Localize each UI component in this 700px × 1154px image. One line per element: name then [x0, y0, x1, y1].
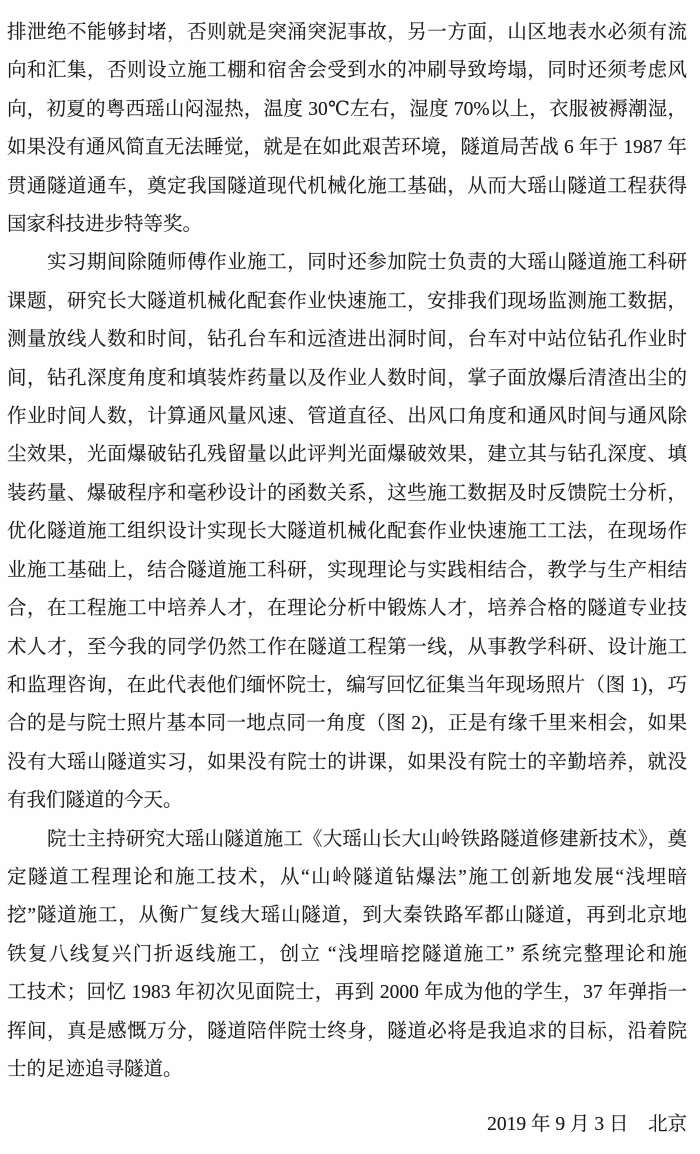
- text-line: 作业时间人数，计算通风量风速、管道直径、出风口角度和通风时间与通风除: [7, 406, 687, 428]
- text-line: 有我们隧道的今天。: [7, 790, 183, 812]
- text-line: 优化隧道施工组织设计实现长大隧道机械化配套作业快速施工工法，在现场作: [7, 521, 687, 543]
- text-line: 实习期间除随师傅作业施工，同时还参加院士负责的大瑶山隧道施工科研: [47, 252, 687, 274]
- text-line: 合，在工程施工中培养人才，在理论分析中锻炼人才，培养合格的隧道专业技: [7, 598, 687, 620]
- paragraph: [7, 821, 687, 1090]
- text-line: 和监理咨询，在此代表他们缅怀院士，编写回忆征集当年现场照片（图 1)，巧: [7, 674, 687, 696]
- date-line: 2019 年 9 月 3 日 北京: [487, 1114, 687, 1136]
- text-line: 国家科技进步特等奖。: [7, 214, 203, 236]
- text-line: 贯通隧道通车，奠定我国隧道现代机械化施工基础，从而大瑶山隧道工程获得: [7, 175, 687, 197]
- text-line: 术人才，至今我的同学仍然工作在隧道工程第一线，从事教学科研、设计施工: [7, 636, 687, 658]
- text-line: 院士主持研究大瑶山隧道施工《大瑶山长大山岭铁路隧道修建新技术》，奠: [47, 828, 687, 850]
- text-line: 尘效果，光面爆破钻孔残留量以此评判光面爆破效果，建立其与钻孔深度、填: [7, 444, 687, 466]
- text-line: 定隧道工程理论和施工技术，从“山岭隧道钻爆法”施工创新地发展“浅埋暗: [7, 866, 687, 888]
- text-line: 课题，研究长大隧道机械化配套作业快速施工，安排我们现场监测施工数据，: [7, 290, 687, 312]
- text-line: 挖”隧道施工，从衡广复线大瑶山隧道，到大秦铁路军都山隧道，再到北京地: [7, 905, 687, 927]
- text-line: 间，钻孔深度角度和填装炸药量以及作业人数时间，掌子面放爆后清渣出尘的: [7, 367, 687, 389]
- text-line: 如果没有通风简直无法睡觉，就是在如此艰苦环境，隧道局苦战 6 年于 1987 年: [7, 137, 687, 159]
- text-line: 业施工基础上，结合隧道施工科研，实现理论与实践相结合，教学与生产相结: [7, 559, 687, 581]
- text-line: 测量放线人数和时间，钻孔台车和远渣进出洞时间，台车对中站位钻孔作业时: [7, 329, 687, 351]
- paragraph: [7, 14, 687, 244]
- text-line: 装药量、爆破程序和毫秒设计的函数关系，这些施工数据及时反馈院士分析，: [7, 482, 687, 504]
- text-line: 向和汇集，否则设立施工棚和宿舍会受到水的冲刷导致垮塌，同时还须考虑风: [7, 60, 687, 82]
- text-line: 铁复八线复兴门折返线施工，创立 “浅埋暗挖隧道施工” 系统完整理论和施: [7, 943, 687, 965]
- text-line: 工技术；回忆 1983 年初次见面院士，再到 2000 年成为他的学生，37 年弹指一: [7, 982, 687, 1004]
- text-line: 排泄绝不能够封堵，否则就是突涌突泥事故，另一方面，山区地表水必须有流: [7, 22, 687, 43]
- text-line: 没有大瑶山隧道实习，如果没有院士的讲课，如果没有院士的辛勤培养，就没: [7, 751, 687, 773]
- text-line: 合的是与院士照片基本同一地点同一角度（图 2)，正是有缘千里来相会，如果: [7, 713, 687, 735]
- text-line: 士的足迹追寻隧道。: [7, 1058, 183, 1080]
- paragraphs-container: [7, 14, 687, 1089]
- paragraph: [7, 244, 687, 820]
- text-line: 向，初夏的粤西瑶山闷湿热，温度 30℃左右，湿度 70%以上，衣服被褥潮湿，: [7, 98, 687, 120]
- text-line: 挥间，真是感慨万分，隧道陪伴院士终身，隧道必将是我追求的目标，沿着院: [7, 1020, 687, 1042]
